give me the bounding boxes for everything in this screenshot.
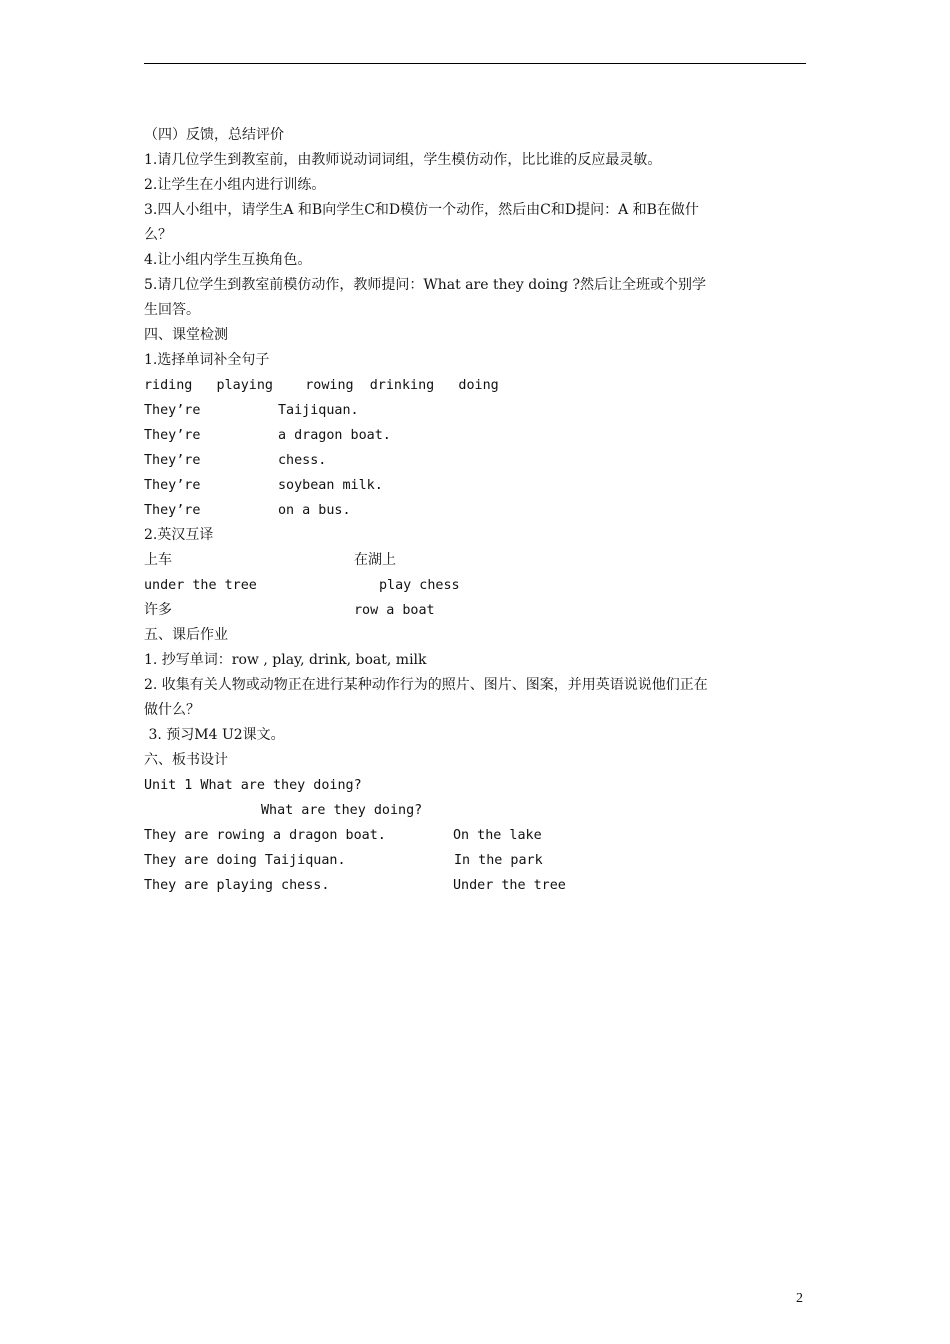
page-number: 2 [796,1291,803,1306]
board-row-left: They are doing Taijiquan. [144,853,346,868]
translation-right: play chess [379,578,460,593]
question-2-title: 2.英汉互译 [144,527,214,543]
translation-pair [144,598,808,623]
board-row [144,823,808,848]
section-title-test: 四、课堂检测 [144,327,228,343]
homework-item: 3. 预习M4 U2课文。 [144,727,285,743]
feedback-item: 1.请几位学生到教室前，由教师说动词词组，学生模仿动作，比比谁的反应最灵敏。 [144,152,662,168]
feedback-item: 4.让小组内学生互换角色。 [144,252,312,268]
section-title-feedback: （四）反馈，总结评价 [144,127,284,143]
feedback-item: 么？ [144,227,172,243]
sentence-rest: Taijiquan. [278,403,359,418]
board-row [144,873,808,898]
sentence-subject: They’re [144,453,201,468]
board-row-left: They are rowing a dragon boat. [144,828,386,843]
sentence-rest: soybean milk. [278,478,383,493]
homework-item: 1. 抄写单词：row , play, drink, boat, milk [144,652,427,668]
sentence-rest: chess. [278,453,327,468]
document-body [144,123,808,898]
translation-pair [144,573,808,598]
fill-sentence [144,423,808,448]
translation-right: row a boat [354,603,435,618]
homework-item: 2. 收集有关人物或动物正在进行某种动作行为的照片、图片、图案，并用英语说说他们正在 [144,677,708,693]
board-row-right: On the lake [453,828,542,843]
feedback-item: 2.让学生在小组内进行训练。 [144,177,326,193]
header-rule [144,63,806,64]
feedback-item: 生回答。 [144,302,200,318]
word-bank: riding playing rowing drinking doing [144,378,499,393]
fill-sentence [144,498,808,523]
board-row-right: Under the tree [453,878,566,893]
translation-left: 上车 [144,552,172,568]
sentence-rest: a dragon boat. [278,428,391,443]
feedback-item: 5.请几位学生到教室前模仿动作，教师提问：What are they doing ?然后让全班或个别学 [144,277,707,293]
translation-right: 在湖上 [354,552,396,568]
sentence-subject: They’re [144,478,201,493]
fill-sentence [144,473,808,498]
homework-item: 做什么？ [144,702,200,718]
board-row-right: In the park [454,853,543,868]
section-title-board: 六、板书设计 [144,752,228,768]
feedback-item: 3.四人小组中，请学生A 和B向学生C和D模仿一个动作，然后由C和D提问：A 和B在做什 [144,202,699,218]
translation-pair [144,548,808,573]
board-unit-title: Unit 1 What are they doing? [144,778,362,793]
translation-left: 许多 [144,602,172,618]
sentence-rest: on a bus. [278,503,351,518]
board-row-left: They are playing chess. [144,878,330,893]
question-1-title: 1.选择单词补全句子 [144,352,270,368]
sentence-subject: They’re [144,428,201,443]
board-subtitle: What are they doing? [261,803,423,818]
sentence-subject: They’re [144,403,201,418]
fill-sentence [144,448,808,473]
fill-sentence [144,398,808,423]
translation-left: under the tree [144,578,257,593]
board-subtitle-row [144,798,808,823]
sentence-subject: They’re [144,503,201,518]
section-title-homework: 五、课后作业 [144,627,228,643]
board-row [144,848,808,873]
